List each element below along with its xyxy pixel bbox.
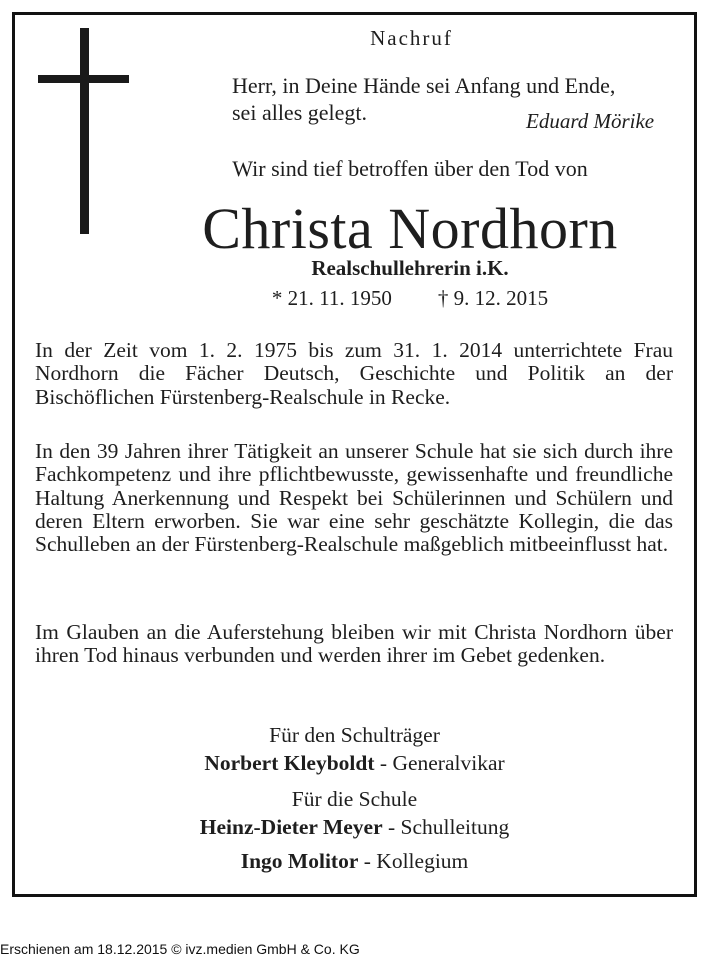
publication-footer: Erschienen am 18.12.2015 © ivz.medien GmbH & Co. KG — [0, 941, 360, 957]
deceased-name: Christa Nordhorn — [202, 196, 618, 261]
cross-horizontal-bar — [38, 75, 129, 83]
birth-date: * 21. 11. 1950 — [271, 286, 392, 310]
signer-role: - Generalvikar — [379, 751, 505, 775]
signer-role: - Schulleitung — [388, 815, 510, 839]
signer-name: Ingo Molitor — [240, 849, 359, 873]
signer-name: Heinz-Dieter Meyer — [199, 815, 383, 839]
deceased-title: Realschullehrerin i.K. — [311, 256, 509, 280]
school-signature — [0, 815, 709, 840]
body-paragraph-3: Im Glauben an die Auferstehung bleiben wir mit Christa Nordhorn über ihren Tod hinaus verbunden und werden ihrer im Gebet gedenken. — [35, 620, 673, 668]
obituary-heading: Nachruf — [370, 26, 453, 50]
school-carrier-label: Für den Schulträger — [269, 723, 440, 747]
signer-name: Norbert Kleyboldt — [204, 751, 375, 775]
death-date: † 9. 12. 2015 — [437, 286, 549, 310]
body-paragraph-1: In der Zeit vom 1. 2. 1975 bis zum 31. 1. 2014 unterrichtete Frau Nordhorn die Fächer Deutsch, Geschichte und Politik an der Bischöflichen Fürstenberg-Realschule in Recke. — [35, 338, 673, 409]
school-carrier-signature — [0, 751, 709, 776]
intro-text: Wir sind tief betroffen über den Tod von — [232, 156, 588, 181]
staff-signature — [0, 849, 709, 874]
life-dates — [0, 286, 709, 311]
verse-author: Eduard Mörike — [526, 109, 655, 133]
body-paragraph-2: In den 39 Jahren ihrer Tätigkeit an unserer Schule hat sie sich durch ihre Fachkompetenz und ihre pflichtbewusste, gewissenhafte und freundliche Haltung Anerkennung und Respekt bei Schülerinnen und Schülern und deren Eltern erworben. Sie war eine sehr geschätzte Kollegin, die das Schulleben an der Fürstenberg-Realschule maßgeblich mitbeeinflusst hat. — [35, 439, 673, 557]
school-label: Für die Schule — [291, 787, 418, 811]
verse-line-2: sei alles gelegt. — [232, 100, 368, 125]
signer-role: - Kollegium — [363, 849, 469, 873]
verse-line-1: Herr, in Deine Hände sei Anfang und Ende, — [232, 73, 616, 98]
